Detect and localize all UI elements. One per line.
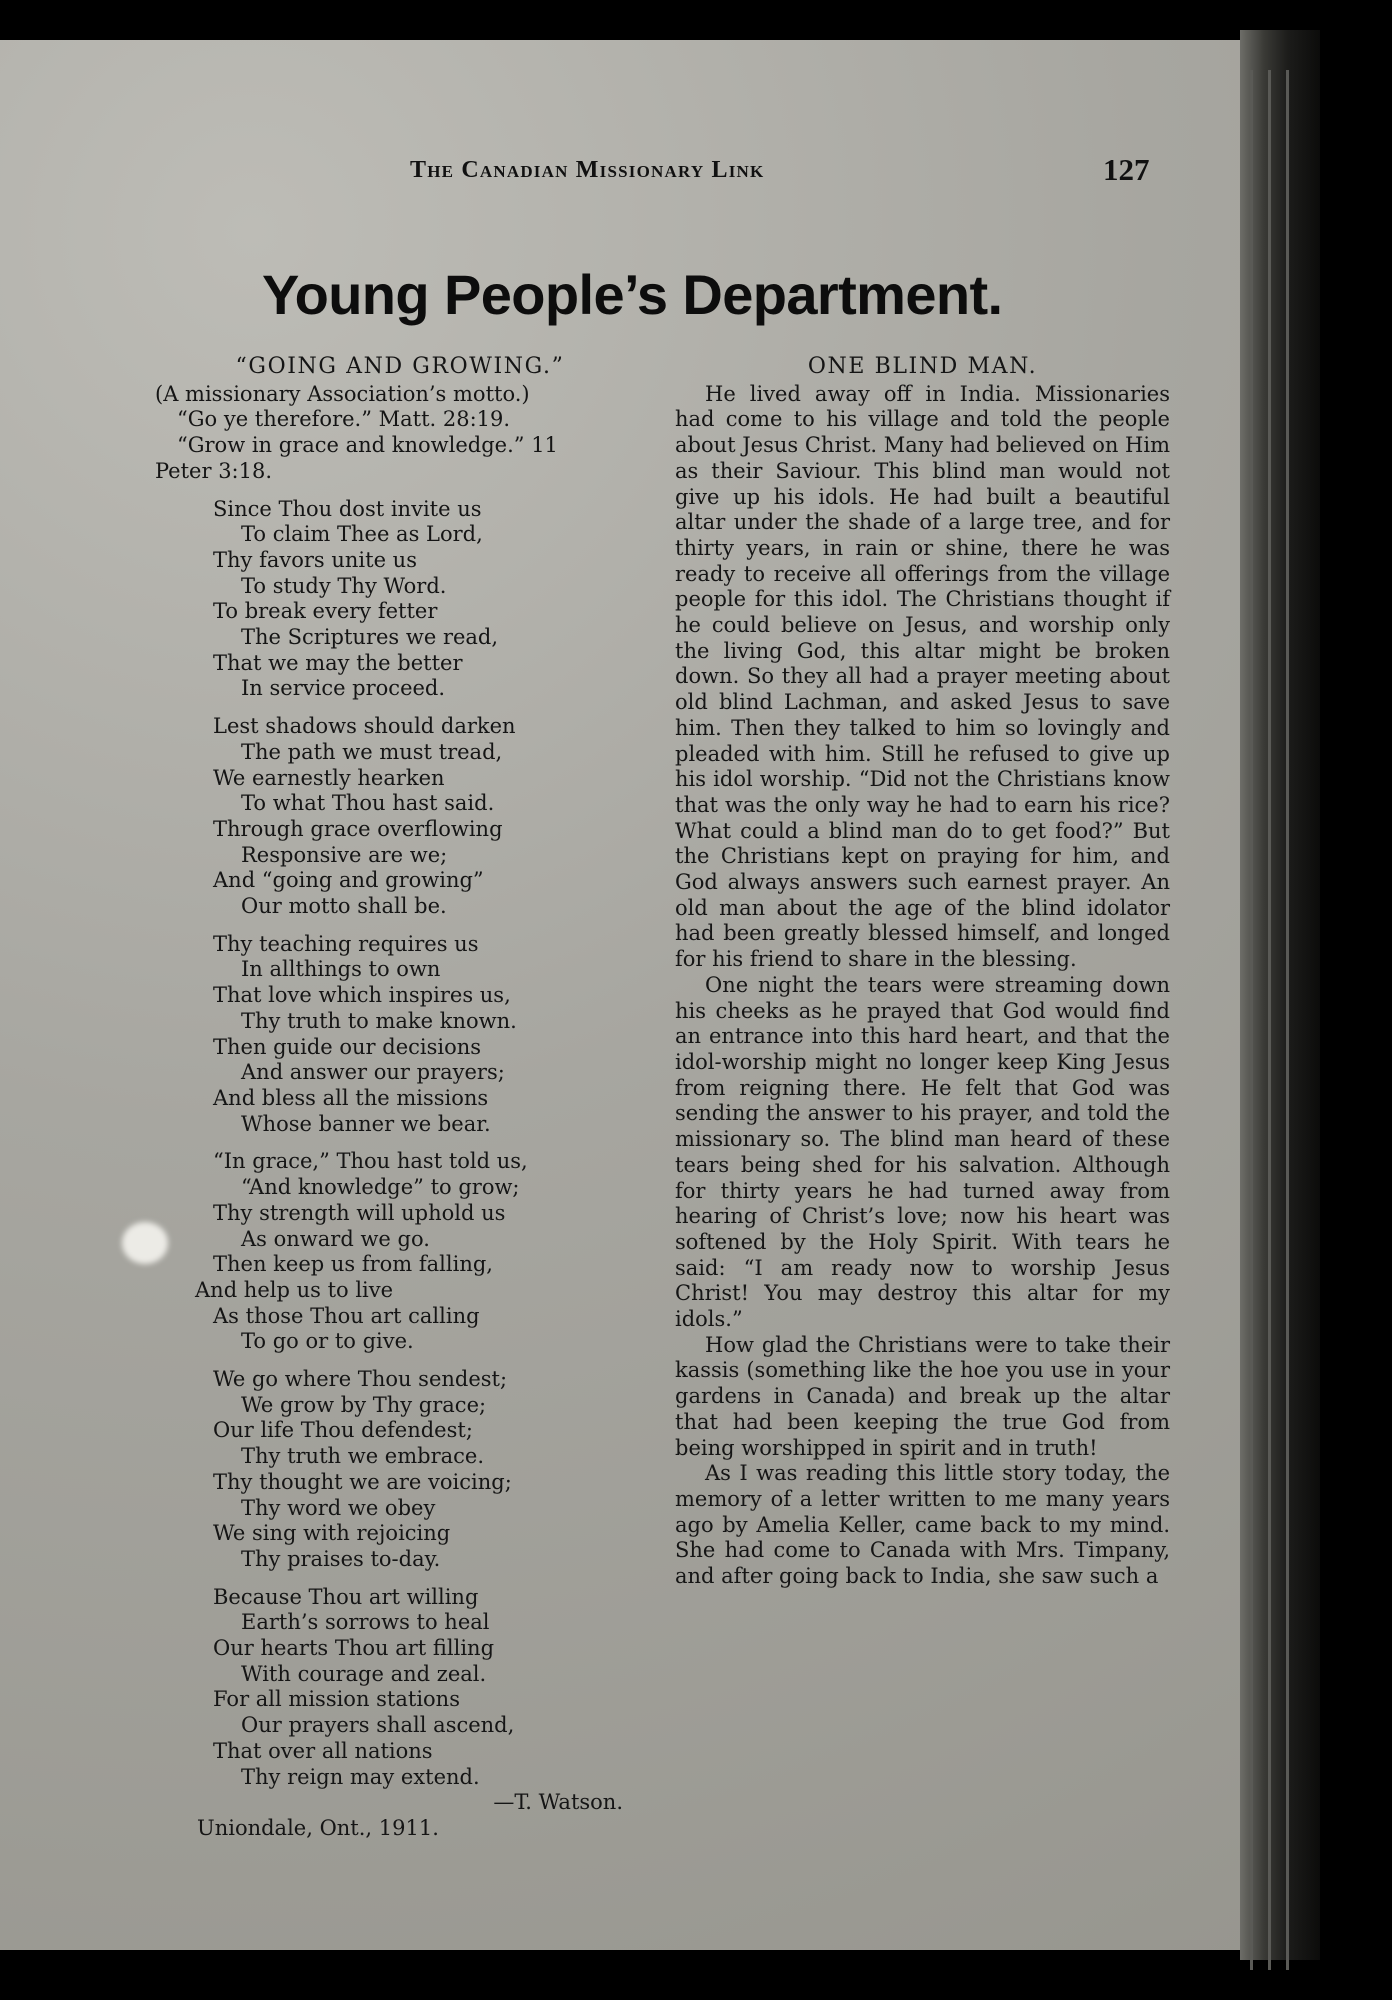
poem-heading: “GOING AND GROWING.” xyxy=(235,354,565,379)
department-title: Young People’s Department. xyxy=(262,263,1003,326)
poem-line: That love which inspires us, xyxy=(213,983,511,1008)
poem-stanza xyxy=(155,1367,645,1573)
poem-stanza xyxy=(155,1149,645,1355)
poem-stanza xyxy=(155,932,645,1138)
poem-line: “And knowledge” to grow; xyxy=(241,1175,520,1200)
poem-line: To what Thou hast said. xyxy=(241,791,495,816)
poem-line: Thy truth we embrace. xyxy=(241,1444,484,1469)
poem-line: Thy thought we are voicing; xyxy=(213,1469,512,1494)
poem-line: We go where Thou sendest; xyxy=(213,1367,508,1392)
poem-line: And “going and growing” xyxy=(213,868,484,893)
poem-line: To claim Thee as Lord, xyxy=(241,522,483,547)
poem-column xyxy=(155,354,645,1842)
poem-line: Our life Thou defendest; xyxy=(213,1418,473,1443)
poem-line: Lest shadows should darken xyxy=(213,714,516,739)
poem-line: Thy praises to-day. xyxy=(241,1546,441,1571)
poem-line: And answer our prayers; xyxy=(241,1060,505,1085)
poem-line: In service proceed. xyxy=(241,676,446,701)
poem-line: We sing with rejoicing xyxy=(213,1521,451,1546)
poem-line: As onward we go. xyxy=(241,1226,430,1251)
poem-line: To go or to give. xyxy=(241,1329,414,1354)
poem-line: Whose banner we bear. xyxy=(241,1111,491,1136)
poem-line: Then keep us from falling, xyxy=(213,1252,493,1277)
story-paragraph: How glad the Christians were to take their kassis (something like the hoe you use in your gardens in Canada) and break up the altar that had been keeping the true God from being worshipped in spirit and in truth! xyxy=(675,1332,1170,1460)
poem-line: Since Thou dost invite us xyxy=(213,496,482,521)
poem-line: “In grace,” Thou hast told us, xyxy=(213,1149,528,1174)
poem-line: In allthings to own xyxy=(241,957,441,982)
poem-line: Thy truth to make known. xyxy=(241,1008,517,1033)
poem-intro-line: “Go ye therefore.” Matt. 28:19. xyxy=(177,407,511,432)
poem-line: Our prayers shall ascend, xyxy=(241,1713,515,1738)
poem-stanza xyxy=(155,714,645,920)
poem-line: The path we must tread, xyxy=(241,739,503,764)
spine-edge-line xyxy=(1286,70,1289,1970)
poem-line: That we may the better xyxy=(213,650,463,675)
poem-line: That over all nations xyxy=(213,1738,433,1763)
story-column xyxy=(675,354,1170,1590)
story-heading: ONE BLIND MAN. xyxy=(807,354,1038,379)
poem-stanza xyxy=(155,1585,645,1791)
poem-signature: —T. Watson. xyxy=(493,1790,623,1815)
poem-stanza xyxy=(155,497,645,703)
poem-line: And bless all the missions xyxy=(213,1085,489,1110)
poem-line: Because Thou art willing xyxy=(213,1584,479,1609)
poem-line: To study Thy Word. xyxy=(241,573,447,598)
poem-line: We earnestly hearken xyxy=(213,765,445,790)
poem-line: Our motto shall be. xyxy=(241,894,447,919)
poem-line: Thy favors unite us xyxy=(213,547,417,572)
poem-intro-line: (A missionary Association’s motto.) xyxy=(155,381,530,406)
poem-line: Our hearts Thou art filling xyxy=(213,1636,495,1661)
poem-line: We grow by Thy grace; xyxy=(241,1392,487,1417)
running-header: The Canadian Missionary Link xyxy=(410,157,765,183)
poem-line: Then guide our decisions xyxy=(213,1034,482,1059)
poem-line: Thy teaching requires us xyxy=(213,931,479,956)
spine-edge-line xyxy=(1268,70,1271,1970)
story-paragraph: As I was reading this little story today, the memory of a letter written to me many years ago by Amelia Keller, came back to my mind. She had come to Canada with Mrs. Timpany, and after going back to India, she saw such a xyxy=(675,1461,1170,1589)
poem-line: And help us to live xyxy=(195,1277,394,1302)
poem-line: Thy strength will uphold us xyxy=(213,1200,506,1225)
poem-intro-line: “Grow in grace and knowledge.” 11 xyxy=(177,433,558,458)
poem-line: As those Thou art calling xyxy=(213,1303,480,1328)
poem-line: Thy reign may extend. xyxy=(241,1764,480,1789)
spine-edge-line xyxy=(1250,70,1253,1970)
poem-line: To break every fetter xyxy=(213,599,438,624)
page-number: 127 xyxy=(1103,152,1150,187)
poem-line: Through grace overflowing xyxy=(213,816,503,841)
poem-line: Responsive are we; xyxy=(241,842,448,867)
story-paragraph: One night the tears were streaming down his cheeks as he prayed that God would find an entrance into this hard heart, and that the idol-worship might no longer keep King Jesus from reigning there. He felt that God was sending the answer to his prayer, and told the missionary so. The blind man heard of these tears being shed for his salvation. Although for thirty years he had turned away from hearing of Christ’s love; now his heart was softened by the Holy Spirit. With tears he said: “I am ready now to worship Jesus Christ! You may destroy this altar for my idols.” xyxy=(675,972,1170,1332)
poem-intro-line: Peter 3:18. xyxy=(155,458,273,483)
poem-line: With courage and zeal. xyxy=(241,1661,487,1686)
book-spine xyxy=(1240,30,1320,1960)
poem-line: Earth’s sorrows to heal xyxy=(241,1610,490,1635)
story-paragraph: He lived away off in India. Missionaries had come to his village and told the people about Jesus Christ. Many had believed on Him as their Saviour. This blind man would not give up his idols. He had built a beautiful altar under the shade of a large tree, and for thirty years, in rain or shine, there he was ready to receive all offerings from the village people for this idol. The Christians thought if he could believe on Jesus, and worship only the living God, this altar might be broken down. So they all had a prayer meeting about old blind Lachman, and asked Jesus to save him. Then they talked to him so lovingly and pleaded with him. Still he refused to give up his idol worship. “Did not the Christians know that was the only way he had to earn his rice? What could a blind man do to get food?” But the Christians kept on praying for him, and God always answers such earnest prayer. An old man about the age of the blind idolator had been greatly blessed himself, and longed for his friend to share in the blessing. xyxy=(675,381,1170,972)
poem-line: Thy word we obey xyxy=(241,1495,436,1520)
poem-line: The Scriptures we read, xyxy=(241,625,499,650)
poem-dateline: Uniondale, Ont., 1911. xyxy=(197,1815,439,1840)
poem-line: For all mission stations xyxy=(213,1687,460,1712)
